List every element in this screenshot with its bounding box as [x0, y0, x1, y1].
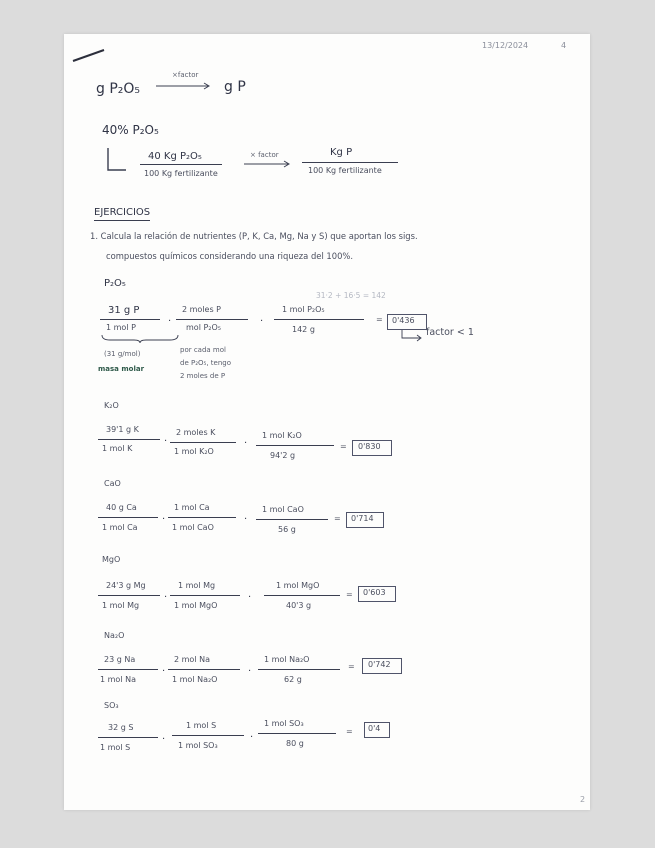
- compound-k2o: K₂O: [104, 401, 119, 410]
- cao-f1-num: 40 g Ca: [106, 503, 137, 512]
- so3-f2-den: 1 mol SO₃: [178, 741, 218, 750]
- cao-f2-num: 1 mol Ca: [174, 503, 210, 512]
- p2o5-f2-den: mol P₂O₅: [186, 323, 221, 332]
- p2o5-f3-den: 142 g: [292, 325, 315, 334]
- p2o5-note-1: por cada mol: [180, 346, 226, 354]
- example-num-left: 40 Kg P₂O₅: [148, 151, 202, 162]
- conversion-arrow-label: ×factor: [172, 71, 199, 79]
- k2o-result: 0'830: [358, 442, 381, 451]
- mgo-f2-num: 1 mol Mg: [178, 581, 216, 590]
- statement-line2: compuestos químicos considerando una riqueza del 100%.: [106, 251, 354, 261]
- so3-result: 0'4: [368, 724, 381, 733]
- brace: [100, 334, 180, 344]
- mgo-f3-den: 40'3 g: [286, 601, 312, 610]
- compound-p2o5: P₂O₅: [104, 278, 126, 289]
- so3-f3-den: 80 g: [286, 739, 304, 748]
- compound-so3: SO₃: [104, 701, 119, 710]
- p2o5-f1-num: 31 g P: [108, 305, 140, 316]
- so3-f2-num: 1 mol S: [186, 721, 217, 730]
- p2o5-note-molar: (31 g/mol): [104, 350, 141, 358]
- exercises-title: EJERCICIOS: [94, 207, 151, 218]
- mgo-result: 0'603: [363, 588, 386, 597]
- na2o-f2-num: 2 mol Na: [174, 655, 210, 664]
- example-den-right: 100 Kg fertilizante: [308, 166, 382, 175]
- k2o-f2-num: 2 moles K: [176, 428, 216, 437]
- p2o5-result: 0'436: [392, 316, 415, 325]
- example-arrow-label: × factor: [250, 151, 279, 159]
- hook-arrow-icon: [400, 330, 426, 344]
- p2o5-f1-den: 1 mol P: [106, 323, 136, 332]
- percent-label: 40% P₂O₅: [102, 123, 159, 137]
- so3-f1-den: 1 mol S: [100, 743, 131, 752]
- mgo-f1-num: 24'3 g Mg: [106, 581, 146, 590]
- mgo-f2-den: 1 mol MgO: [174, 601, 218, 610]
- notebook-page: 13/12/2024 4 g P₂O₅ ×factor g P 40% P₂O₅ 40 Kg P₂O₅ 100 Kg fertilizante × factor Kg P 100 Kg fertilizante EJERCICIOS 1. Calcula la relación de nutrientes (P, K, Ca, Mg, Na y S) que aportan los sigs. compuestos químicos considerando una riqueza del 100%. P₂O₅ 31 g P 1 mol P (31 g/mol) masa molar · 2 moles P mol P₂O₅ por cada mol de P₂O₅, tengo 2 moles de P · 31·2 + 16·5 = 142 1 mol P₂O₅ 142 g = 0'436 factor < 1 K₂O 39'1 g K 1 mol K · 2 moles K 1 mol K₂O · 1 mol K₂O 94'2 g = 0'830 CaO 40 g Ca 1 mol Ca · 1 mol Ca 1 mol CaO · 1 mol CaO 56 g = 0'714 MgO 24'3 g Mg 1 mol Mg · 1 mol Mg 1 mol MgO · 1 mol MgO 40'3 g = 0'603 Na₂O 23 g Na 1 mol Na · 2 mol Na 1 mol Na₂O · 1 mol Na₂O 62 g = 0'742 SO₃ 32 g S 1 mol S · 1 mol S 1 mol SO₃ · 1 mol SO₃ 80 g = 0'4 2: [64, 34, 590, 810]
- corner-mark: 2: [580, 795, 586, 804]
- p2o5-f2-num: 2 moles P: [182, 305, 221, 314]
- page-number: 4: [561, 41, 567, 50]
- p2o5-factor-note: factor < 1: [426, 327, 474, 338]
- pen-stroke: [72, 48, 106, 64]
- compound-cao: CaO: [104, 479, 121, 488]
- na2o-f2-den: 1 mol Na₂O: [172, 675, 218, 684]
- cao-f3-den: 56 g: [278, 525, 296, 534]
- k2o-f3-num: 1 mol K₂O: [262, 431, 302, 440]
- na2o-f3-den: 62 g: [284, 675, 302, 684]
- na2o-f3-num: 1 mol Na₂O: [264, 655, 310, 664]
- arrow-right-icon: [156, 82, 212, 90]
- p2o5-f3-num: 1 mol P₂O₅: [282, 305, 325, 314]
- arrow-right-icon: [244, 160, 292, 168]
- hook-arrow-icon: [104, 146, 130, 174]
- na2o-f1-den: 1 mol Na: [100, 675, 136, 684]
- na2o-f1-num: 23 g Na: [104, 655, 136, 664]
- na2o-result: 0'742: [368, 660, 391, 669]
- compound-na2o: Na₂O: [104, 631, 125, 640]
- conversion-from: g P₂O₅: [96, 81, 141, 97]
- p2o5-note-3: 2 moles de P: [180, 372, 226, 380]
- so3-f3-num: 1 mol SO₃: [264, 719, 304, 728]
- p2o5-note-2: de P₂O₅, tengo: [180, 359, 231, 367]
- mgo-f1-den: 1 mol Mg: [102, 601, 140, 610]
- example-den-left: 100 Kg fertilizante: [144, 169, 218, 178]
- cao-result: 0'714: [351, 514, 374, 523]
- cao-f3-num: 1 mol CaO: [262, 505, 304, 514]
- cao-f2-den: 1 mol CaO: [172, 523, 214, 532]
- p2o5-side-calc: 31·2 + 16·5 = 142: [316, 291, 386, 300]
- example-num-right: Kg P: [330, 147, 353, 158]
- conversion-to: g P: [224, 79, 246, 95]
- statement-line1: 1. Calcula la relación de nutrientes (P, K, Ca, Mg, Na y S) que aportan los sigs.: [90, 231, 418, 241]
- compound-mgo: MgO: [102, 555, 121, 564]
- k2o-f2-den: 1 mol K₂O: [174, 447, 214, 456]
- k2o-f1-num: 39'1 g K: [106, 425, 139, 434]
- mgo-f3-num: 1 mol MgO: [276, 581, 320, 590]
- k2o-f3-den: 94'2 g: [270, 451, 296, 460]
- p2o5-note-masa: masa molar: [98, 365, 145, 373]
- cao-f1-den: 1 mol Ca: [102, 523, 138, 532]
- k2o-f1-den: 1 mol K: [102, 444, 133, 453]
- so3-f1-num: 32 g S: [108, 723, 134, 732]
- page-date: 13/12/2024: [482, 41, 529, 50]
